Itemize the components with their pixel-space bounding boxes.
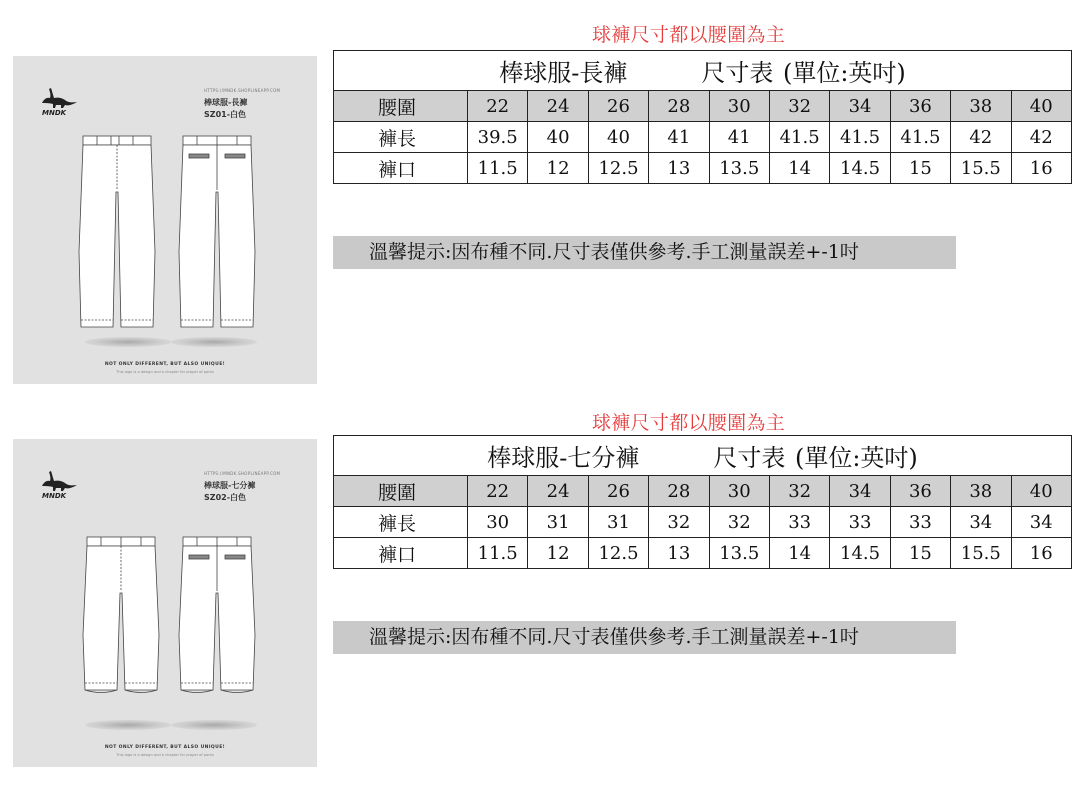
waist-size-cell: 38 [951, 476, 1011, 507]
product-image-long-pants [13, 56, 317, 384]
table-cell: 30 [468, 507, 528, 538]
table-title [334, 51, 1072, 91]
table-header-row [334, 476, 1072, 507]
table-cell: 34 [1011, 507, 1071, 538]
table-cell: 12 [528, 538, 588, 569]
waist-size-note: 球褲尺寸都以腰圍為主 [592, 412, 786, 434]
table-cell: 40 [528, 122, 588, 153]
brand-url: HTTPS://MNDK.SHOPLINEAPP.COM [204, 88, 281, 93]
table-cell: 41.5 [769, 122, 829, 153]
product-code: SZ02-白色 [204, 493, 247, 502]
row-label-hem: 褲口 [334, 153, 468, 184]
table-cell: 40 [588, 122, 648, 153]
brand-wordmark: MNDK [42, 109, 67, 116]
waist-size-cell: 30 [709, 91, 769, 122]
table-cell: 12.5 [588, 538, 648, 569]
waist-size-cell: 24 [528, 91, 588, 122]
table-cell: 15.5 [951, 153, 1011, 184]
table-cell: 31 [528, 507, 588, 538]
product-image-capri-pants [13, 439, 317, 767]
table-title [334, 436, 1072, 476]
table-cell: 39.5 [468, 122, 528, 153]
table-cell: 15 [890, 153, 950, 184]
table-cell: 41.5 [830, 122, 890, 153]
table-cell: 13 [649, 153, 709, 184]
waist-size-cell: 28 [649, 91, 709, 122]
brand-wordmark: MNDK [42, 492, 67, 499]
table-row-hem [334, 538, 1072, 569]
waist-size-cell: 26 [588, 476, 648, 507]
table-cell: 14 [769, 538, 829, 569]
table-cell: 16 [1011, 538, 1071, 569]
pants-front-view [83, 537, 159, 693]
waist-size-cell: 26 [588, 91, 648, 122]
pants-back-view [179, 537, 255, 693]
table-cell: 14 [769, 153, 829, 184]
dinosaur-logo-icon [39, 469, 79, 499]
table-header-row [334, 91, 1072, 122]
waist-header-label: 腰圍 [334, 476, 468, 507]
waist-size-cell: 32 [769, 476, 829, 507]
table-title-row [334, 436, 1072, 476]
size-chart-table [333, 50, 1072, 184]
fine-print: This logo is a design and a chapter for proper of pants [116, 753, 214, 757]
dinosaur-logo-icon [39, 86, 79, 116]
table-cell: 33 [890, 507, 950, 538]
table-row-length [334, 507, 1072, 538]
capri-pants-illustration [73, 515, 263, 715]
long-pants-illustration [73, 132, 263, 332]
product-code: SZ01-白色 [204, 110, 247, 119]
table-cell: 32 [649, 507, 709, 538]
size-chart-table [333, 435, 1072, 569]
table-title-product: 棒球服-七分褲 [487, 444, 640, 472]
waist-size-cell: 30 [709, 476, 769, 507]
table-cell: 31 [588, 507, 648, 538]
waist-size-cell: 22 [468, 476, 528, 507]
waist-size-cell: 40 [1011, 476, 1071, 507]
waist-size-cell: 22 [468, 91, 528, 122]
ground-shadow [85, 337, 171, 347]
table-cell: 11.5 [468, 153, 528, 184]
table-cell: 12 [528, 153, 588, 184]
table-cell: 32 [709, 507, 769, 538]
waist-size-cell: 36 [890, 91, 950, 122]
waist-size-cell: 28 [649, 476, 709, 507]
fine-print: This logo is a design and a chapter for proper of pants [116, 370, 214, 374]
brand-slogan: NOT ONLY DIFFERENT, BUT ALSO UNIQUE! [104, 745, 226, 750]
table-cell: 16 [1011, 153, 1071, 184]
table-cell: 42 [1011, 122, 1071, 153]
table-cell: 12.5 [588, 153, 648, 184]
ground-shadow [171, 720, 257, 730]
table-cell: 13.5 [709, 153, 769, 184]
waist-size-cell: 34 [830, 476, 890, 507]
waist-size-cell: 32 [769, 91, 829, 122]
table-cell: 11.5 [468, 538, 528, 569]
table-row-length [334, 122, 1072, 153]
size-section-capri-pants [0, 383, 1089, 779]
waist-size-note: 球褲尺寸都以腰圍為主 [592, 24, 786, 46]
row-label-length: 褲長 [334, 122, 468, 153]
table-cell: 13 [649, 538, 709, 569]
waist-size-cell: 34 [830, 91, 890, 122]
table-cell: 41.5 [890, 122, 950, 153]
ground-shadow [85, 720, 171, 730]
table-title-row [334, 51, 1072, 91]
measurement-reminder: 溫馨提示:因布種不同.尺寸表僅供參考.手工測量誤差+-1吋 [333, 236, 956, 269]
row-label-hem: 褲口 [334, 538, 468, 569]
product-name: 棒球服-長褲 [204, 98, 248, 107]
table-cell: 34 [951, 507, 1011, 538]
table-cell: 33 [830, 507, 890, 538]
waist-size-cell: 38 [951, 91, 1011, 122]
table-cell: 33 [769, 507, 829, 538]
table-cell: 41 [709, 122, 769, 153]
waist-size-cell: 40 [1011, 91, 1071, 122]
row-label-length: 褲長 [334, 507, 468, 538]
table-cell: 42 [951, 122, 1011, 153]
waist-size-cell: 36 [890, 476, 950, 507]
product-name: 棒球服-七分褲 [204, 481, 256, 490]
table-cell: 14.5 [830, 153, 890, 184]
table-cell: 13.5 [709, 538, 769, 569]
brand-url: HTTPS://MNDK.SHOPLINEAPP.COM [204, 471, 281, 476]
brand-slogan: NOT ONLY DIFFERENT, BUT ALSO UNIQUE! [104, 362, 226, 367]
table-title-unit: 尺寸表 (單位:英吋) [713, 444, 918, 472]
table-row-hem [334, 153, 1072, 184]
table-cell: 14.5 [830, 538, 890, 569]
table-cell: 41 [649, 122, 709, 153]
measurement-reminder: 溫馨提示:因布種不同.尺寸表僅供參考.手工測量誤差+-1吋 [333, 621, 956, 654]
table-cell: 15.5 [951, 538, 1011, 569]
pants-back-view [179, 136, 255, 327]
pants-front-view [79, 136, 155, 327]
waist-size-cell: 24 [528, 476, 588, 507]
table-title-product: 棒球服-長褲 [499, 59, 628, 87]
ground-shadow [171, 337, 257, 347]
table-title-unit: 尺寸表 (單位:英吋) [701, 59, 906, 87]
waist-header-label: 腰圍 [334, 91, 468, 122]
table-cell: 15 [890, 538, 950, 569]
